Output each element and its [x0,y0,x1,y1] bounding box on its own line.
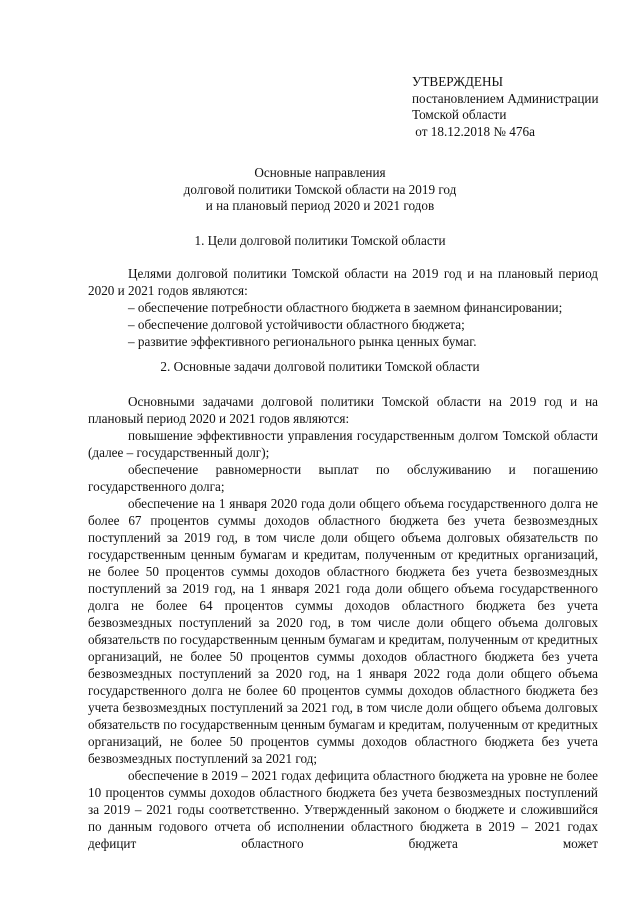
approval-stamp [412,74,599,140]
title-line: и на плановый период 2020 и 2021 годов [205,198,435,213]
title-line: долговой политики Томской области на 2019 год [183,181,457,197]
list-item: – развитие эффективного регионального рынка ценных бумаг. [128,334,477,349]
approval-line: УТВЕРЖДЕНЫ [412,74,504,89]
list-item: – обеспечение потребности областного бюджета в заемном финансировании; [128,300,563,315]
title-line: Основные направления [254,165,386,180]
paragraph: обеспечение в 2019 – 2021 годах дефицита областного бюджета на уровне не более 10 процентов суммы доходов областного бюджета без учета безвозмездных поступлений за 2019 – 2021 годы соответственно. Утвержденный законом о бюджете и сложившийся по данным годового отчета об исполнении областного бюджета в 2019 – 2021 годах дефицит областного бюджета может [88,768,598,851]
document-title [0,165,640,215]
section-body [88,265,598,350]
approval-line: Томской области [412,107,507,122]
approval-line: постановлением Администрации [412,90,599,106]
section-heading: 2. Основные задачи долговой политики Томской области [160,359,480,374]
paragraph: Основными задачами долговой политики Томской области на 2019 год и на плановый период 2020 и 2021 годов являются: [88,394,598,426]
section-body [88,393,598,852]
approval-date: от 18.12.2018 № 476а [412,123,535,139]
paragraph: Целями долговой политики Томской области на 2019 год и на плановый период 2020 и 2021 годов являются: [88,266,598,298]
paragraph: обеспечение равномерности выплат по обслуживанию и погашению государственного долга; [88,462,598,494]
paragraph: повышение эффективности управления государственным долгом Томской области (далее – государственный долг); [88,428,598,460]
paragraph: обеспечение на 1 января 2020 года доли общего объема государственного долга не более 67 процентов суммы доходов областного бюджета без учета безвозмездных поступлений за 2019 год, в том числе доли общего объема долговых обязательств по государственным ценным бумагам и кредитам, полученным от кредитных организаций, не более 50 процентов суммы доходов областного бюджета без учета безвозмездных поступлений за 2019 год, на 1 января 2021 года доли общего объема государственного долга не более 64 процентов суммы доходов областного бюджета без учета безвозмездных поступлений за 2020 год, в том числе доли общего объема долговых обязательств по государственным ценным бумагам и кредитам, полученным от кредитных организаций, не более 50 процентов суммы доходов областного бюджета без учета безвозмездных поступлений за 2020 год, на 1 января 2022 года доли общего объема государственного долга не более 60 процентов суммы доходов областного бюджета без учета безвозмездных поступлений за 2021 год, в том числе доли общего объема долговых обязательств по государственным ценным бумагам и кредитам, полученным от кредитных организаций, не более 50 процентов суммы доходов областного бюджета без учета безвозмездных поступлений за 2021 год; [88,496,598,766]
section-heading: 1. Цели долговой политики Томской области [194,233,446,248]
list-item: – обеспечение долговой устойчивости областного бюджета; [128,317,465,332]
